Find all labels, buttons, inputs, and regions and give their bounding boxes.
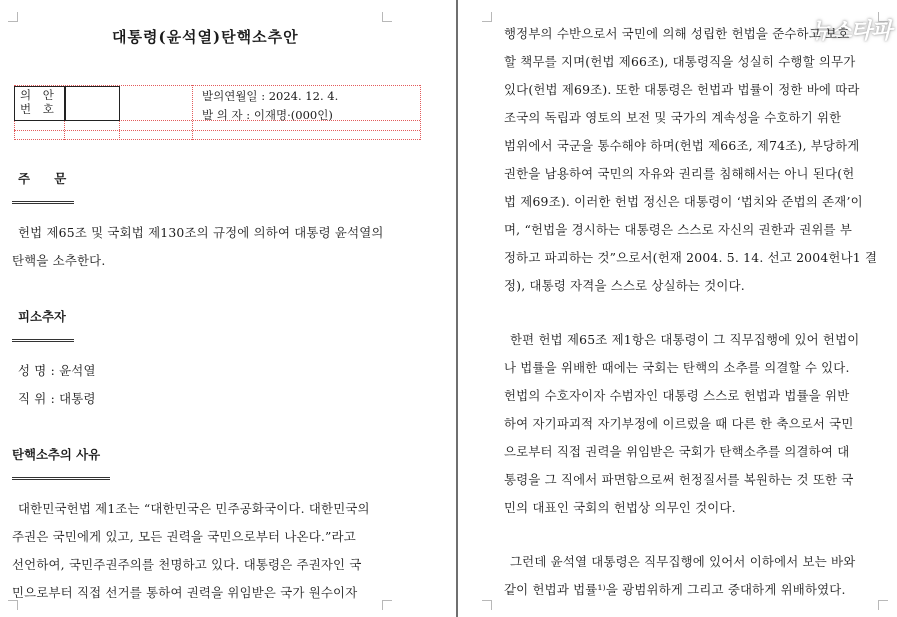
crop-mark-bottom-left: [8, 600, 18, 610]
right-page: [458, 0, 897, 617]
para2-line: 하여 자기파괴적 자기부정에 이르렀을 때 다른 한 축으로서 국민: [504, 416, 854, 431]
main-order-line: 헌법 제65조 및 국회법 제130조의 규정에 의하여 대통령 윤석열의: [18, 225, 384, 240]
crop-mark-bottom-left: [482, 600, 492, 610]
crop-mark-top-left: [482, 12, 492, 22]
reason-line: 주권은 국민에게 있고, 모든 권력을 국민으로부터 나온다.”라고: [12, 529, 356, 544]
para1-line: 행정부의 수반으로서 국민에 의해 성립한 헌법을 준수하고 보호: [504, 26, 850, 41]
para1-line: 정하고 파괴하는 것”으로서(헌재 2004. 5. 14. 선고 2004헌나1 결: [504, 250, 878, 265]
para1-line: 범위에서 국군을 통수해야 하며(헌법 제66조, 제74조), 부당하게: [504, 138, 860, 153]
respondent-name: 성 명 : 윤석열: [18, 363, 96, 378]
reason-line: 민으로부터 직접 선거를 통하여 권력을 위임받은 국가 원수이자: [12, 585, 358, 600]
proposer: 발 의 자 : 이재명·(000인): [202, 108, 333, 122]
reason-heading: 탄핵소추의 사유: [12, 447, 101, 462]
para2-line: 헌법의 수호자이자 수범자인 대통령 스스로 헌법과 법률을 위반: [504, 388, 850, 403]
proposal-date: 발의연월일 : 2024. 12. 4.: [202, 89, 339, 103]
reason-rule: [12, 477, 110, 480]
para2-line: 통령을 그 직에서 파면함으로써 헌정질서를 복원하는 것 또한 국: [504, 472, 854, 487]
bill-info-table: [14, 85, 420, 140]
bill-no-label: 의 안 번 호: [20, 88, 58, 116]
para1-line: 조국의 독립과 영토의 보전 및 국가의 계속성을 수호하기 위한: [504, 110, 842, 125]
para2-line: 으로부터 직접 권력을 위임받은 국회가 탄핵소추를 의결하여 대: [504, 444, 850, 459]
para1-line: 있다(헌법 제69조). 또한 대통령은 헌법과 법률이 정한 바에 따라: [504, 82, 860, 97]
reason-line: 선언하여, 국민주권주의를 천명하고 있다. 대통령은 주권자인 국: [12, 557, 362, 572]
para2-line: 한편 헌법 제65조 제1항은 대통령이 그 직무집행에 있어 헌법이: [510, 332, 860, 347]
respondent-rule: [12, 339, 74, 342]
newstapa-watermark-logo: 뉴스타파: [809, 19, 891, 44]
crop-mark-bottom-right: [878, 600, 888, 610]
para1-line: 정), 대통령 자격을 스스로 상실하는 것이다.: [504, 278, 745, 293]
para1-line: 법 제69조). 이러한 헌법 정신은 대통령이 ‘법치와 준법의 존재’이: [504, 194, 863, 209]
main-order-line: 탄핵을 소추한다.: [12, 253, 106, 268]
bill-no-value-cell: [64, 86, 120, 121]
respondent-position: 직 위 : 대통령: [18, 391, 96, 406]
main-order-rule: [12, 201, 74, 204]
crop-mark-top-right: [382, 12, 392, 22]
para1-line: 할 책무를 지며(헌법 제66조), 대통령직을 성실히 수행할 의무가: [504, 54, 856, 69]
document-title: 대통령(윤석열)탄핵소추안: [112, 28, 299, 46]
crop-mark-bottom-right: [382, 600, 392, 610]
para1-line: 권한을 남용하여 국민의 자유와 권리를 침해해서는 아니 된다(헌: [504, 166, 855, 181]
para3-line: 그런데 윤석열 대통령은 직무집행에 있어서 이하에서 보는 바와: [510, 554, 856, 569]
reason-line: 대한민국헌법 제1조는 “대한민국은 민주공화국이다. 대한민국의: [18, 501, 370, 516]
para3-line: 같이 헌법과 법률¹⁾을 광범위하게 그리고 중대하게 위배하였다.: [504, 582, 846, 597]
crop-mark-top-left: [8, 12, 18, 22]
para1-line: 며, “헌법을 경시하는 대통령은 스스로 자신의 권한과 권위를 부: [504, 222, 853, 237]
main-order-heading: 주 문: [18, 171, 77, 186]
para2-line: 나 법률을 위배한 때에는 국회는 탄핵의 소추를 의결할 수 있다.: [504, 360, 850, 375]
respondent-heading: 피소추자: [18, 309, 66, 324]
para2-line: 민의 대표인 국회의 헌법상 의무인 것이다.: [504, 500, 736, 515]
